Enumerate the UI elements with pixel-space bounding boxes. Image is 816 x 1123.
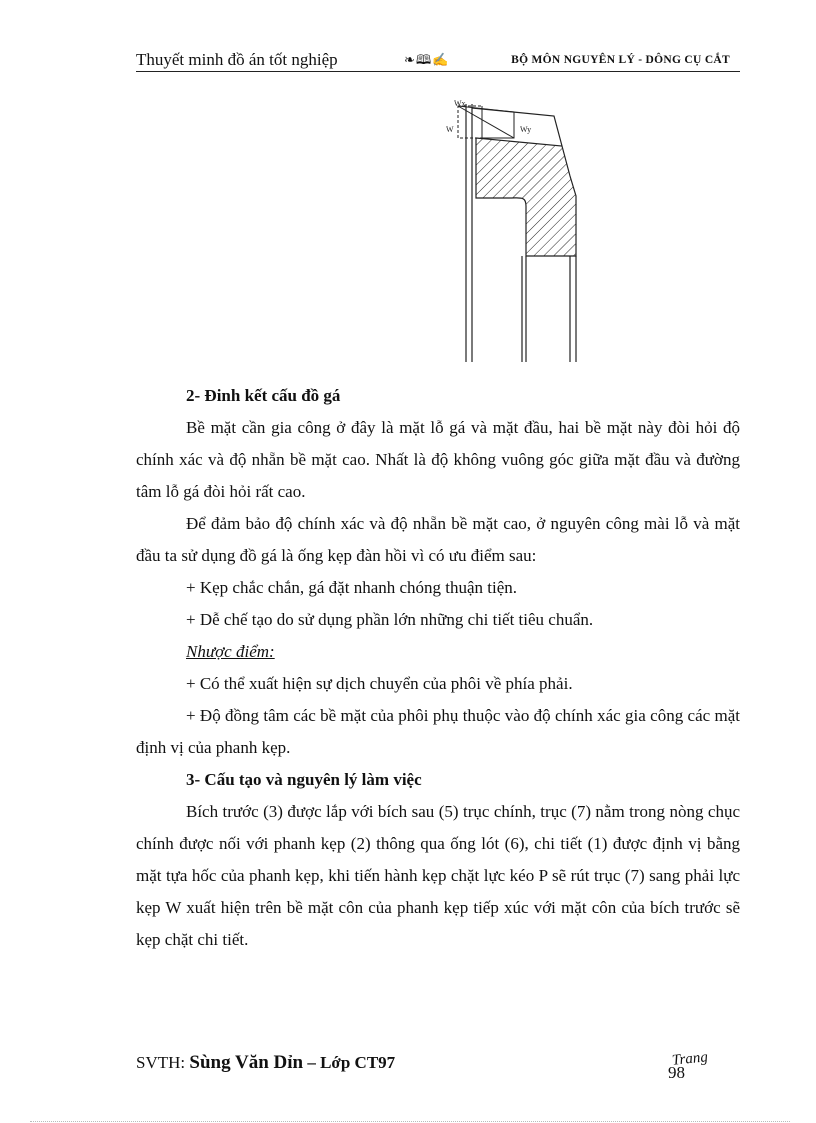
disadvantage-2: + Độ đồng tâm các bề mặt của phôi phụ thuộc vào độ chính xác gia công các mặt định vị của phanh kẹp. — [136, 706, 740, 757]
svth-label: SVTH: — [136, 1053, 186, 1072]
section-2-heading: 2- Đinh kết cấu đồ gá — [186, 386, 341, 405]
header-department: BỘ MÔN NGUYÊN LÝ - DÔNG CỤ CẮT — [511, 54, 730, 66]
header-rule — [136, 71, 740, 72]
disadvantage-label: Nhược điểm: — [186, 642, 275, 661]
fixture-diagram — [436, 96, 606, 364]
class-label: – Lớp CT97 — [307, 1053, 396, 1072]
section-2-paragraph-1: Bề mặt cần gia công ở đây là mặt lỗ gá và mặt đầu, hai bề mặt này đòi hỏi độ chính xác và độ nhẵn bề mặt cao. Nhất là độ không vuông góc giữa mặt đầu và đường tâm lỗ gá đòi hỏi rất cao. — [136, 418, 740, 501]
section-3-heading: 3- Cấu tạo và nguyên lý làm việc — [186, 770, 422, 789]
student-name: Sùng Văn Dỉn — [189, 1052, 304, 1073]
label-w: W — [446, 125, 454, 134]
header-title: Thuyết minh đồ án tốt nghiệp — [136, 50, 338, 69]
trang-label: Trang — [671, 1049, 709, 1069]
page-number: 98 — [668, 1063, 685, 1082]
header-ornament-icon: ❧🕮✍ — [404, 52, 450, 67]
disadvantage-heading — [136, 636, 740, 668]
page-header — [136, 50, 740, 72]
label-wy: Wy — [520, 125, 532, 134]
footer-page — [668, 1050, 728, 1083]
hatched-section — [476, 138, 576, 256]
section-2-paragraph-2: Để đảm bảo độ chính xác và độ nhẵn bề mặt cao, ở nguyên công mài lỗ và mặt đầu ta sử dụng đồ gá là ống kẹp đàn hồi vì có ưu điểm sau: — [136, 514, 740, 565]
advantage-1: + Kẹp chắc chắn, gá đặt nhanh chóng thuận tiện. — [186, 578, 518, 597]
footer-student — [136, 1052, 395, 1074]
label-wx: Wx — [454, 99, 466, 108]
advantage-2: + Dễ chế tạo do sử dụng phần lớn những chi tiết tiêu chuẩn. — [186, 610, 594, 629]
main-content — [136, 380, 740, 956]
disadvantage-1: + Có thể xuất hiện sự dịch chuyển của phôi về phía phải. — [186, 674, 573, 693]
bottom-rule — [30, 1121, 790, 1122]
section-3-paragraph-1: Bích trước (3) được lắp với bích sau (5) trục chính, trục (7) nằm trong nòng chục chính được nối với phanh kẹp (2) thông qua ống lót (6), chi tiết (1) được định vị bằng mặt tựa hốc của phanh kẹp, khi tiến hành kẹp chặt lực kéo P sẽ rút trục (7) sang phải lực kẹp W xuất hiện trên bề mặt côn của phanh kẹp tiếp xúc với mặt côn của bích trước sẽ kẹp chặt chi tiết. — [136, 802, 740, 949]
